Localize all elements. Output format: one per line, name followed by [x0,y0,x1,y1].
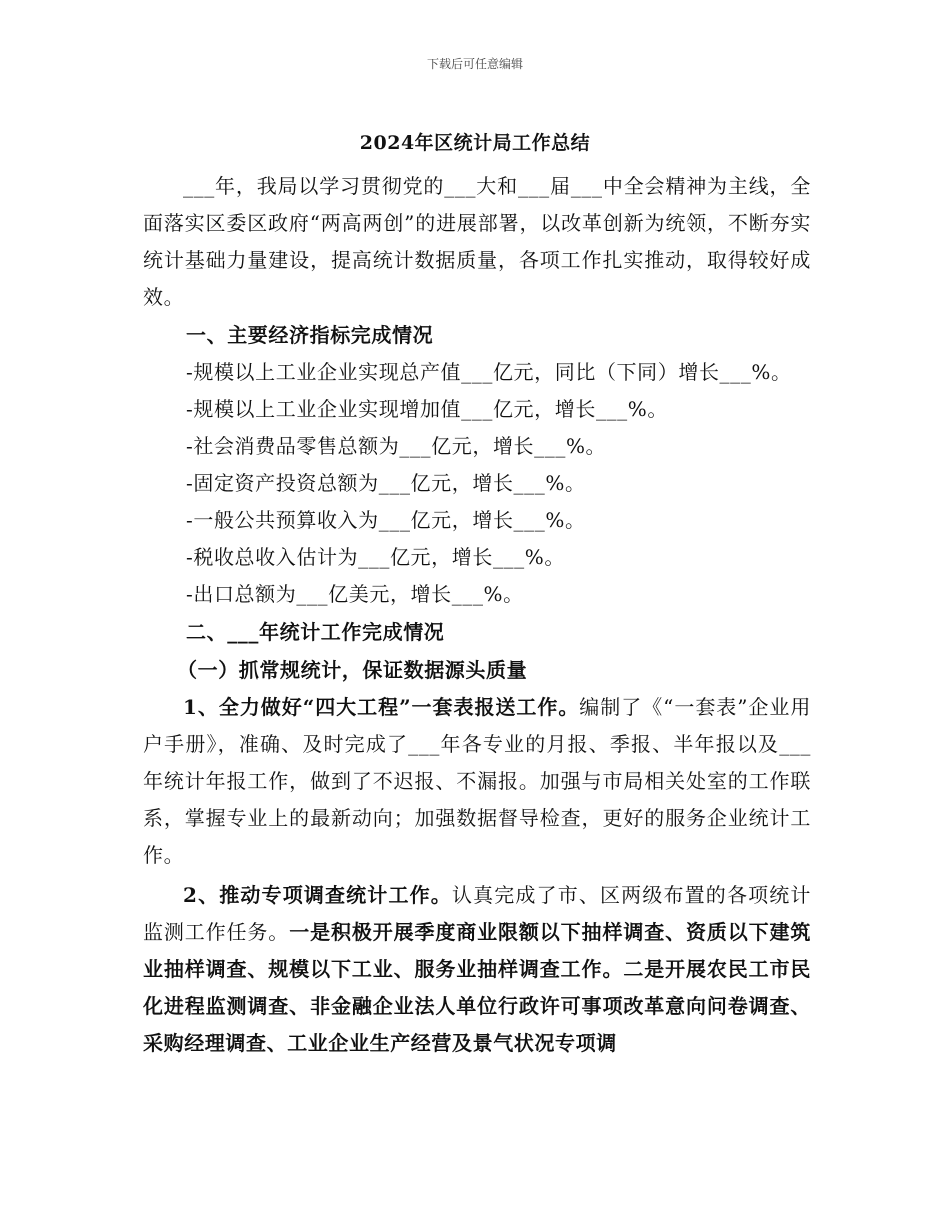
indicator-item-6: -出口总额为___亿美元，增长___%。 [186,582,524,606]
paragraph-2-text: 认真完成了市、区两级布置的各项统计监测工作任务。 [143,883,812,944]
section1-heading: 一、主要经济指标完成情况 [186,323,434,347]
section2-subheading-1: （一）抓常规统计，保证数据源头质量 [177,658,528,682]
document-body [143,168,811,1062]
paragraph-2-bold-text: 一是积极开展季度商业限额以下抽样调查、资质以下建筑业抽样调查、规模以下工业、服务业抽样调查工作。二是开展农民工市民化进程监测调查、非金融企业法人单位行政许可事项改革意向问卷调查、采购经理调查、工业企业生产经营及景气状况专项调 [143,920,811,1055]
page-header-note: 下载后可任意编辑 [426,57,523,71]
indicator-item-4: -一般公共预算收入为___亿元，增长___%。 [186,508,586,532]
paragraph-2-lead: 2、推动专项调查统计工作。 [183,883,452,907]
indicator-item-0: -规模以上工业企业实现总产值___亿元，同比（下同）增长___%。 [186,360,792,384]
indicator-item-2: -社会消费品零售总额为___亿元，增长___%。 [186,434,607,458]
paragraph-1 [143,689,811,874]
indicator-item-3: -固定资产投资总额为___亿元，增长___%。 [186,471,586,495]
section2-heading: 二、___年统计工作完成情况 [186,620,445,644]
document-title: 2024年区统计局工作总结 [359,132,591,154]
indicator-item-1: -规模以上工业企业实现增加值___亿元，增长___%。 [186,397,668,421]
paragraph-1-text: 编制了《“一套表”企业用户手册》，准确、及时完成了___年各专业的月报、季报、半年报以及___年统计年报工作，做到了不迟报、不漏报。加强与市局相关处室的工作联系，掌握专业上的最新动向；加强数据督导检查，更好的服务企业统计工作。 [143,695,811,867]
intro-paragraph: ___年，我局以学习贯彻党的___大和___届___中全会精神为主线，全面落实区委区政府“两高两创”的进展部署，以改革创新为统领，不断夯实统计基础力量建设，提高统计数据质量，各项工作扎实推动，取得较好成效。 [143,174,811,309]
paragraph-1-lead: 1、全力做好“四大工程”一套表报送工作。 [183,695,580,719]
indicator-item-5: -税收总收入估计为___亿元，增长___%。 [186,545,565,569]
paragraph-2 [143,877,811,1062]
